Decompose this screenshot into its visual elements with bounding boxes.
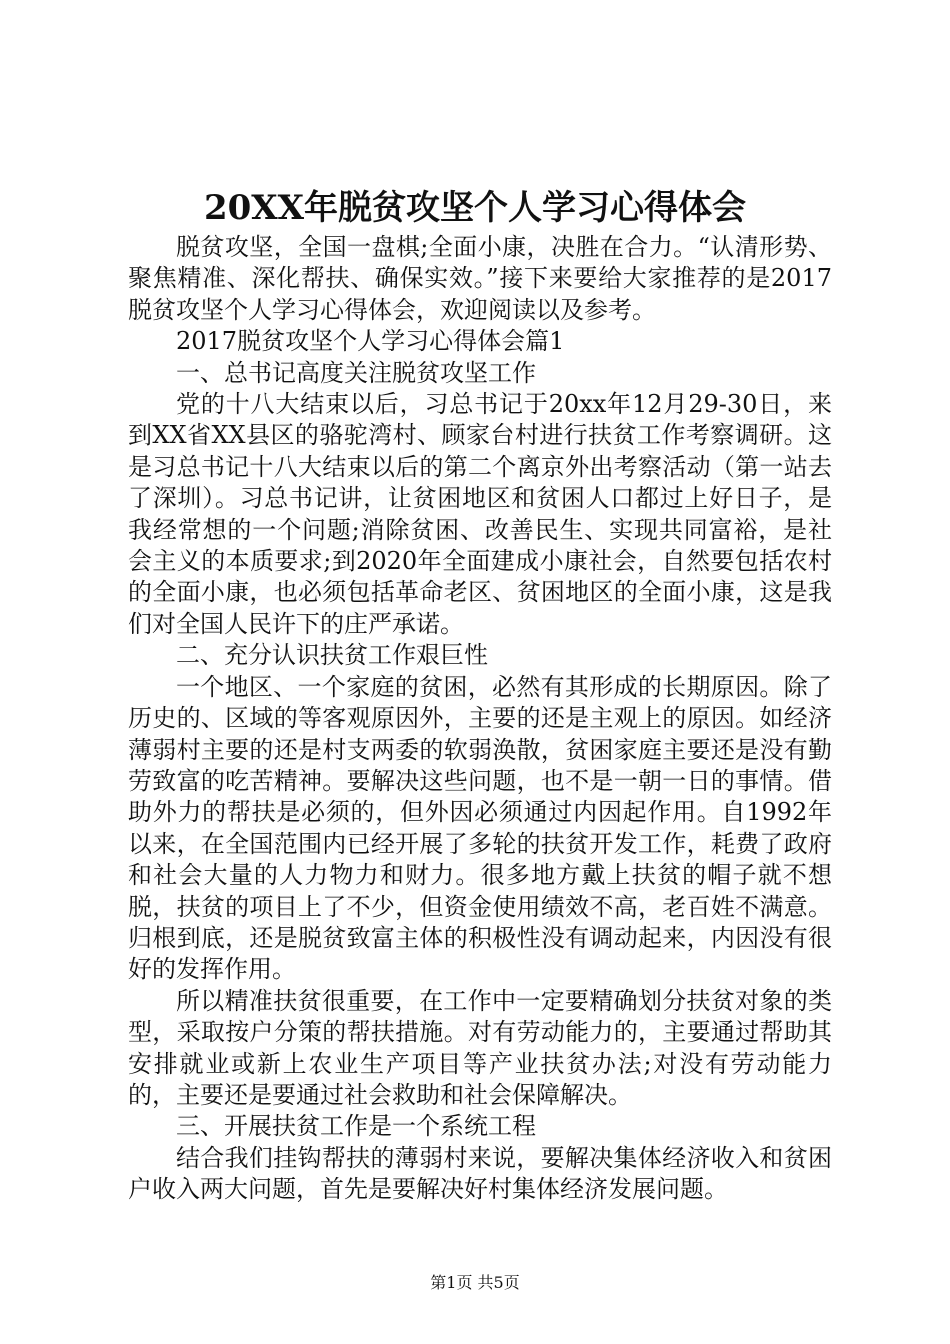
document-title: 20XX年脱贫攻坚个人学习心得体会 [203,188,747,228]
paragraph-subtitle: 2017脱贫攻坚个人学习心得体会篇1 [176,327,565,356]
paragraph-section-2b: 所以精准扶贫很重要，在工作中一定要精确划分扶贫对象的类型，采取按户分策的帮扶措施。对有劳动能力的，主要通过帮助其安排就业或新上农业生产项目等产业扶贫办法;对没有劳动能力的，主要还是要通过社会救助和社会保障解决。 [128,986,832,1109]
paragraph-section-3: 结合我们挂钩帮扶的薄弱村来说，要解决集体经济收入和贫困户收入两大问题，首先是要解决好村集体经济发展问题。 [128,1143,832,1204]
paragraph-section-2a: 一个地区、一个家庭的贫困，必然有其形成的长期原因。除了历史的、区域的等客观原因外，主要的还是主观上的原因。如经济薄弱村主要的还是村支两委的软弱涣散，贫困家庭主要还是没有勤劳致富的吃苦精神。要解决这些问题，也不是一朝一日的事情。借助外力的帮扶是必须的，但外因必须通过内因起作用。自1992年以来，在全国范围内已经开展了多轮的扶贫开发工作，耗费了政府和社会大量的人力物力和财力。很多地方戴上扶贫的帽子就不想脱，扶贫的项目上了不少，但资金使用绩效不高，老百姓不满意。归根到底，还是脱贫致富主体的积极性没有调动起来，内因没有很好的发挥作用。 [128,672,832,984]
section-heading-2: 二、充分认识扶贫工作艰巨性 [176,641,488,670]
section-heading-1: 一、总书记高度关注脱贫攻坚工作 [176,358,536,387]
page-number-footer: 第1页 共5页 [430,1273,520,1292]
section-heading-3: 三、开展扶贫工作是一个系统工程 [176,1112,536,1141]
document-body [128,232,832,1206]
paragraph-intro: 脱贫攻坚，全国一盘棋;全面小康，决胜在合力。“认清形势、聚焦精准、深化帮扶、确保实效。”接下来要给大家推荐的是2017脱贫攻坚个人学习心得体会，欢迎阅读以及参考。 [128,233,832,324]
paragraph-section-1: 党的十八大结束以后，习总书记于20xx年12月29-30日，来到XX省XX县区的骆驼湾村、顾家台村进行扶贫工作考察调研。这是习总书记十八大结束以后的第二个离京外出考察活动（第一站去了深圳）。习总书记讲，让贫困地区和贫困人口都过上好日子，是我经常想的一个问题;消除贫困、改善民生、实现共同富裕，是社会主义的本质要求;到2020年全面建成小康社会，自然要包括农村的全面小康，也必须包括革命老区、贫困地区的全面小康，这是我们对全国人民许下的庄严承诺。 [128,390,832,638]
